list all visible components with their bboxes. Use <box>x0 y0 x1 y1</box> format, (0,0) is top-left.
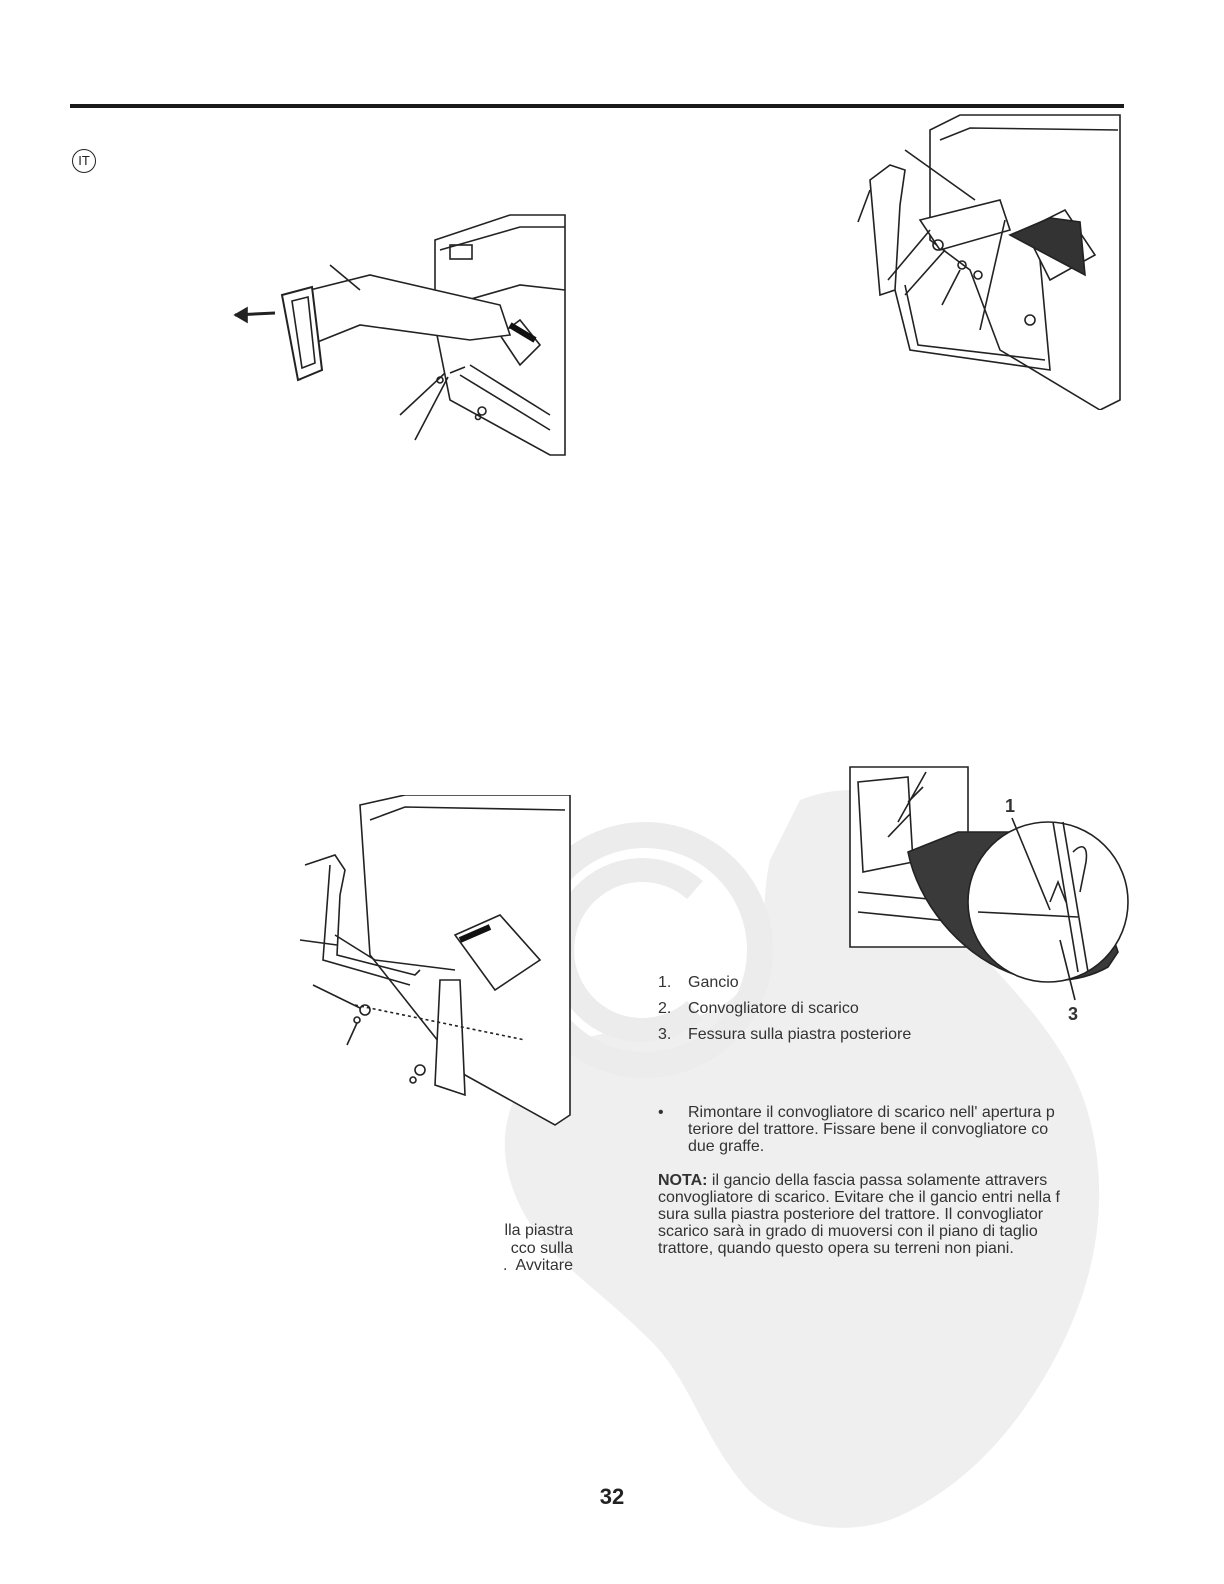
parts-legend <box>658 972 1078 1050</box>
bullet-marker: • <box>658 1104 664 1121</box>
note-label: NOTA: <box>658 1172 708 1189</box>
bullet-text: Rimontare il convogliatore di scarico nell' apertura p teriore del trattore. Fissare bene il convogliatore co due graffe. <box>688 1104 1055 1155</box>
figure-deflector-bracket <box>295 795 575 1130</box>
figure-callout-1: 1 <box>1005 796 1016 816</box>
figure-bracket-assembly <box>850 110 1125 410</box>
note-paragraph <box>658 1172 1098 1262</box>
legend-item: 2. Convogliatore di scarico <box>658 1000 859 1017</box>
instruction-bullet <box>658 1104 1098 1164</box>
legend-item: 1. Gancio <box>658 974 739 991</box>
figure-callout-3: 3 <box>1068 1004 1079 1024</box>
top-rule <box>70 104 1124 108</box>
clipped-text-fragment: lla piastra cco sulla . Avvitare <box>503 1222 573 1274</box>
language-badge: IT <box>72 149 96 173</box>
note-text: il gancio della fascia passa solamente attravers convogliatore di scarico. Evitare che il gancio entri nella f sura sulla piastra posteriore del trattore. Il convogliator scarico sarà in grado di muoversi con il piano di taglio trattore, quando questo opera su terreni non piani. <box>658 1172 1060 1257</box>
legend-item: 3. Fessura sulla piastra posteriore <box>658 1026 912 1043</box>
page-number: 32 <box>599 1484 625 1509</box>
figure-hook-detail <box>848 762 1133 984</box>
figure-chute-removal <box>220 205 570 460</box>
